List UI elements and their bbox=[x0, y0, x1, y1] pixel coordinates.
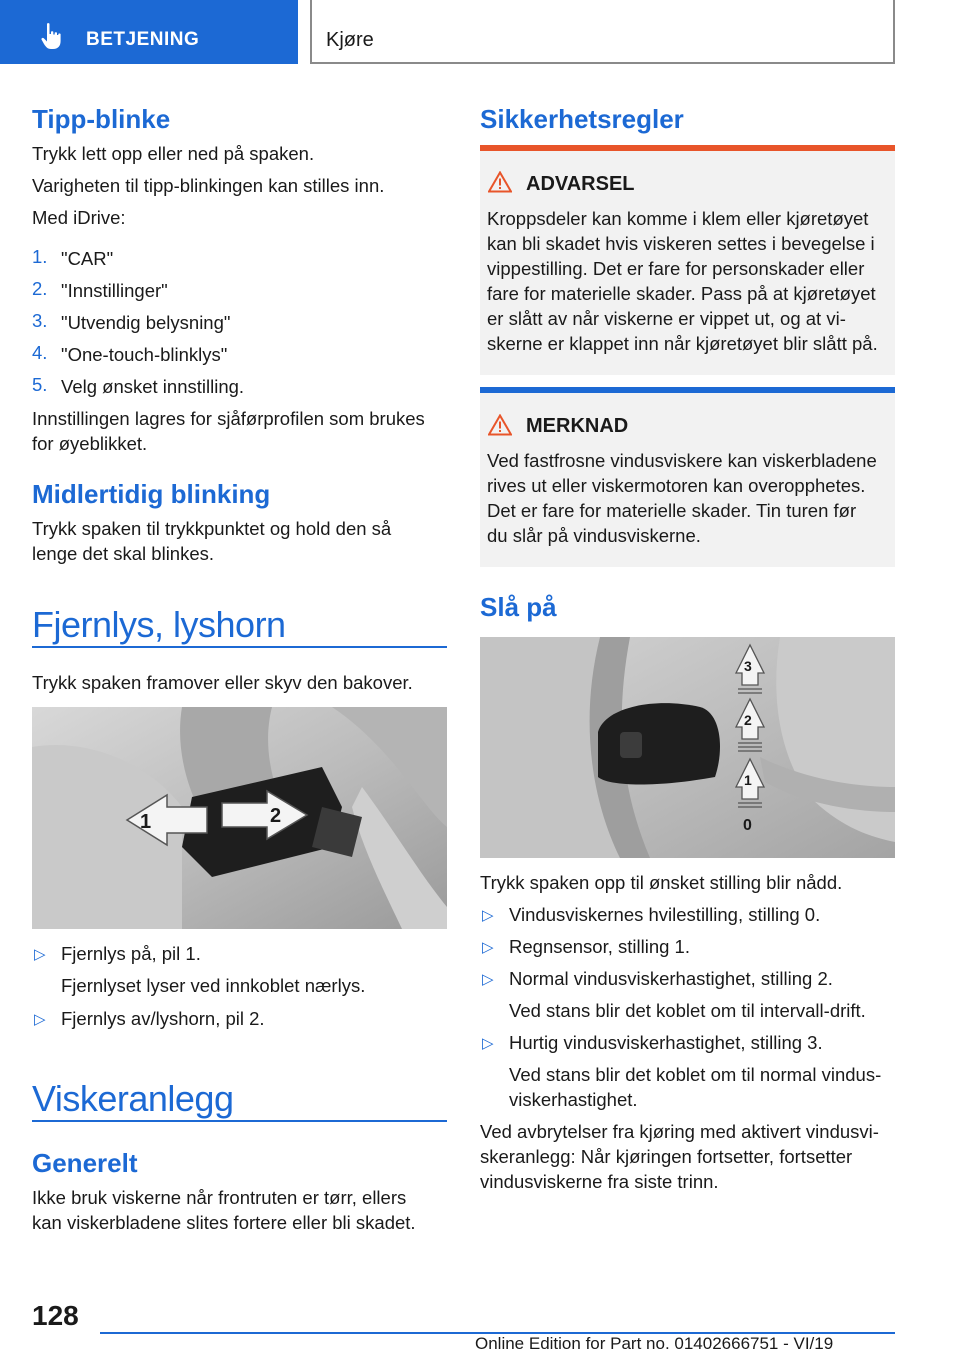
position-2-label: 2 bbox=[744, 712, 752, 728]
step-text: "CAR" bbox=[61, 248, 114, 269]
arrow-1-label: 1 bbox=[140, 811, 152, 833]
notice-line: Det er fare for materielle skader. Tin turen før bbox=[487, 500, 857, 521]
step-number: 4. bbox=[32, 342, 48, 363]
step-number: 2. bbox=[32, 278, 48, 299]
paragraph: Trykk spaken framover eller skyv den bakover. bbox=[32, 672, 413, 693]
warning-line: fare for materielle skader. Pass på at kjøretøyet bbox=[487, 283, 876, 304]
footer-edition: Online Edition for Part no. 01402666751 - VI/19 bbox=[475, 1334, 834, 1353]
section-tab[interactable] bbox=[0, 0, 298, 64]
triangle-right-icon: ▷ bbox=[34, 946, 46, 963]
paragraph: lenge det skal blinkes. bbox=[32, 543, 215, 564]
warning-box bbox=[480, 145, 895, 375]
heading-fjernlys-lyshorn: Fjernlys, lyshorn bbox=[32, 604, 286, 645]
notice-bar bbox=[480, 387, 895, 393]
step-text: Velg ønsket innstilling. bbox=[61, 376, 245, 397]
paragraph: skeranlegg: Når kjøringen fortsetter, fortsetter bbox=[480, 1146, 853, 1167]
step-number: 3. bbox=[32, 310, 48, 331]
warning-line: er slått av når viskerne er vippet ut, og at vi- bbox=[487, 308, 846, 329]
chapter-header bbox=[310, 0, 895, 64]
warning-bar bbox=[480, 145, 895, 151]
triangle-right-icon: ▷ bbox=[482, 1035, 494, 1052]
bullet-text: Hurtig vindusviskerhastighet, stilling 3. bbox=[509, 1032, 823, 1053]
warning-triangle-icon bbox=[488, 414, 512, 436]
paragraph: Ved avbrytelser fra kjøring med aktivert vindusvi- bbox=[480, 1121, 879, 1142]
paragraph: Trykk lett opp eller ned på spaken. bbox=[32, 143, 315, 164]
warning-line: skerne er klappet inn når kjøretøyet blir slått på. bbox=[487, 333, 878, 354]
heading-rule bbox=[32, 646, 447, 648]
bullet-subtext: Ved stans blir det koblet om til normal vindus- bbox=[509, 1064, 882, 1085]
wiper-stalk-figure bbox=[480, 637, 895, 858]
paragraph: Med iDrive: bbox=[32, 207, 126, 228]
paragraph: kan viskerbladene slites fortere eller bli skadet. bbox=[32, 1212, 416, 1233]
arrow-2-label: 2 bbox=[270, 805, 282, 827]
triangle-right-icon: ▷ bbox=[482, 971, 494, 988]
paragraph: for øyeblikket. bbox=[32, 433, 148, 454]
paragraph: Ikke bruk viskerne når frontruten er tørr, ellers bbox=[32, 1187, 407, 1208]
heading-tipp-blinke: Tipp-blinke bbox=[32, 104, 171, 134]
notice-box bbox=[480, 387, 895, 567]
step-text: "One-touch-blinklys" bbox=[61, 344, 228, 365]
paragraph: Innstillingen lagres for sjåførprofilen som brukes bbox=[32, 408, 425, 429]
notice-line: rives ut eller viskermotoren kan overopphetes. bbox=[487, 475, 866, 496]
paragraph: Varigheten til tipp-blinkingen kan stilles inn. bbox=[32, 175, 385, 196]
step-number: 5. bbox=[32, 374, 48, 395]
heading-generelt: Generelt bbox=[32, 1148, 138, 1178]
paragraph: Trykk spaken til trykkpunktet og hold den så bbox=[32, 518, 392, 539]
paragraph: vindusviskerne fra siste trinn. bbox=[480, 1171, 719, 1192]
warning-line: vippestilling. Det er fare for personskader eller bbox=[487, 258, 865, 279]
bullet-text: Fjernlys av/lyshorn, pil 2. bbox=[61, 1008, 265, 1029]
step-text: "Utvendig belysning" bbox=[61, 312, 231, 333]
bullet-text: Regnsensor, stilling 1. bbox=[509, 936, 690, 957]
triangle-right-icon: ▷ bbox=[34, 1011, 46, 1028]
warning-title: ADVARSEL bbox=[526, 173, 635, 195]
position-1-label: 1 bbox=[744, 772, 752, 788]
triangle-right-icon: ▷ bbox=[482, 907, 494, 924]
triangle-right-icon: ▷ bbox=[482, 939, 494, 956]
paragraph: Trykk spaken opp til ønsket stilling blir nådd. bbox=[480, 872, 843, 893]
stalk-figure bbox=[32, 707, 447, 929]
heading-viskeranlegg: Viskeranlegg bbox=[32, 1078, 234, 1119]
page-number: 128 bbox=[32, 1300, 79, 1331]
bullet-text: Normal vindusviskerhastighet, stilling 2. bbox=[509, 968, 833, 989]
heading-sikkerhetsregler: Sikkerhetsregler bbox=[480, 104, 684, 134]
bullet-subtext: Ved stans blir det koblet om til intervall-drift. bbox=[509, 1000, 866, 1021]
warning-line: Kroppsdeler kan komme i klem eller kjøretøyet bbox=[487, 208, 869, 229]
bullet-subtext: Fjernlyset lyser ved innkoblet nærlys. bbox=[61, 975, 366, 996]
heading-sla-pa: Slå på bbox=[480, 592, 557, 622]
position-3-label: 3 bbox=[744, 658, 752, 674]
position-0-label: 0 bbox=[743, 817, 752, 834]
warning-line: kan bli skadet hvis viskeren settes i bevegelse i bbox=[487, 233, 875, 254]
warning-triangle-icon bbox=[488, 171, 512, 193]
chapter-label: Kjøre bbox=[326, 29, 374, 51]
notice-line: Ved fastfrosne vindusviskere kan viskerbladene bbox=[487, 450, 877, 471]
step-text: "Innstillinger" bbox=[61, 280, 168, 301]
heading-midlertidig-blinking: Midlertidig blinking bbox=[32, 479, 271, 509]
notice-title: MERKNAD bbox=[526, 415, 629, 437]
notice-line: du slår på vindusviskerne. bbox=[487, 525, 701, 546]
step-number: 1. bbox=[32, 246, 48, 267]
section-tab-label: BETJENING bbox=[86, 29, 200, 50]
bullet-text: Vindusviskernes hvilestilling, stilling 0. bbox=[509, 904, 821, 925]
bullet-text: Fjernlys på, pil 1. bbox=[61, 943, 201, 964]
heading-rule bbox=[32, 1120, 447, 1122]
hand-pointer-icon bbox=[40, 22, 64, 50]
bullet-subtext: viskerhastighet. bbox=[509, 1089, 638, 1110]
